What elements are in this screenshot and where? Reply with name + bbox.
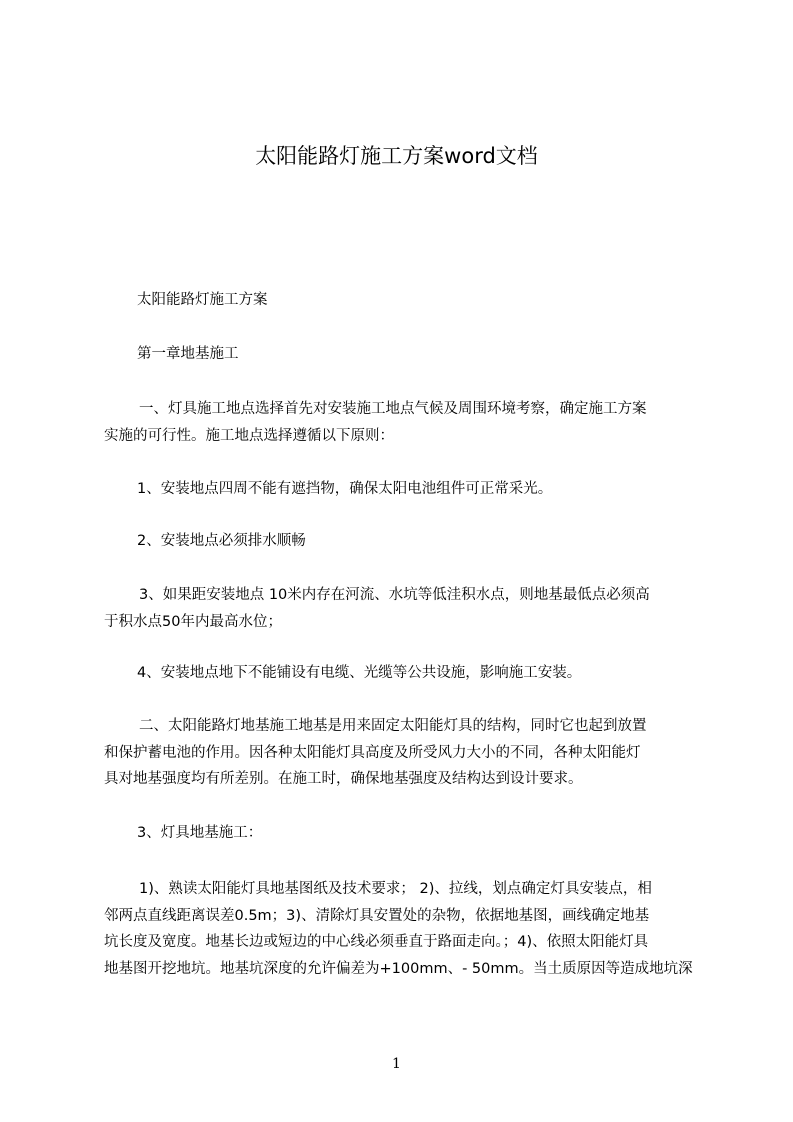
text-line: 第一章地基施工 [137, 346, 239, 362]
text-line: 2、安装地点必须排水顺畅 [137, 533, 306, 549]
paragraph-rule-3 [104, 582, 700, 635]
paragraph-lamp-foundation [104, 820, 700, 847]
text-line: 1)、熟读太阳能灯具地基图纸及技术要求； 2)、拉线，划点确定灯具安装点，相 [139, 881, 652, 897]
text-line: 地基图开挖地坑。地基坑深度的允许偏差为+100mm、- 50mm。当土质原因等造成地坑深 [104, 960, 693, 977]
document-title: 太阳能路灯施工方案word文档 [255, 144, 538, 168]
paragraph-foundation-construction [104, 713, 700, 793]
paragraph-chapter-heading [104, 341, 700, 368]
text-line: 太阳能路灯施工方案 [137, 292, 268, 308]
text-line: 4、安装地点地下不能铺设有电缆、光缆等公共设施，影响施工安装。 [137, 665, 582, 681]
text-line: 邻两点直线距离误差0.5m；3)、清除灯具安置处的杂物，依据地基图，画线确定地基 [104, 907, 650, 924]
paragraph-rule-2 [104, 528, 700, 555]
text-line: 具对地基强度均有所差别。在施工时，确保地基强度及结构达到设计要求。 [104, 771, 583, 787]
paragraph-rule-1 [104, 476, 700, 503]
text-line: 二、太阳能路灯地基施工地基是用来固定太阳能灯具的结构，同时它也起到放置 [139, 718, 647, 734]
text-line: 1、安装地点四周不能有遮挡物，确保太阳电池组件可正常采光。 [137, 481, 553, 497]
paragraph-heading-plan [104, 287, 700, 314]
text-line: 和保护蓄电池的作用。因各种太阳能灯具高度及所受风力大小的不同，各种太阳能灯 [104, 744, 641, 761]
paragraph-rule-4 [104, 660, 700, 687]
text-line: 于积水点50年内最高水位； [104, 613, 282, 630]
paragraph-construction-steps [104, 876, 700, 982]
text-line: 3、灯具地基施工： [137, 825, 263, 841]
text-line: 坑长度及宽度。地基长边或短边的中心线必须垂直于路面走向。；4)、依照太阳能灯具 [104, 934, 649, 950]
text-line: 实施的可行性。施工地点选择遵循以下原则： [104, 427, 394, 444]
text-line: 3、如果距安装地点 10米内存在河流、水坑等低洼积水点，则地基最低点必须高 [139, 587, 650, 603]
paragraph-site-selection [104, 396, 700, 449]
page-number: 1 [392, 1056, 401, 1072]
text-line: 一、灯具施工地点选择首先对安装施工地点气候及周围环境考察，确定施工方案 [139, 401, 647, 417]
